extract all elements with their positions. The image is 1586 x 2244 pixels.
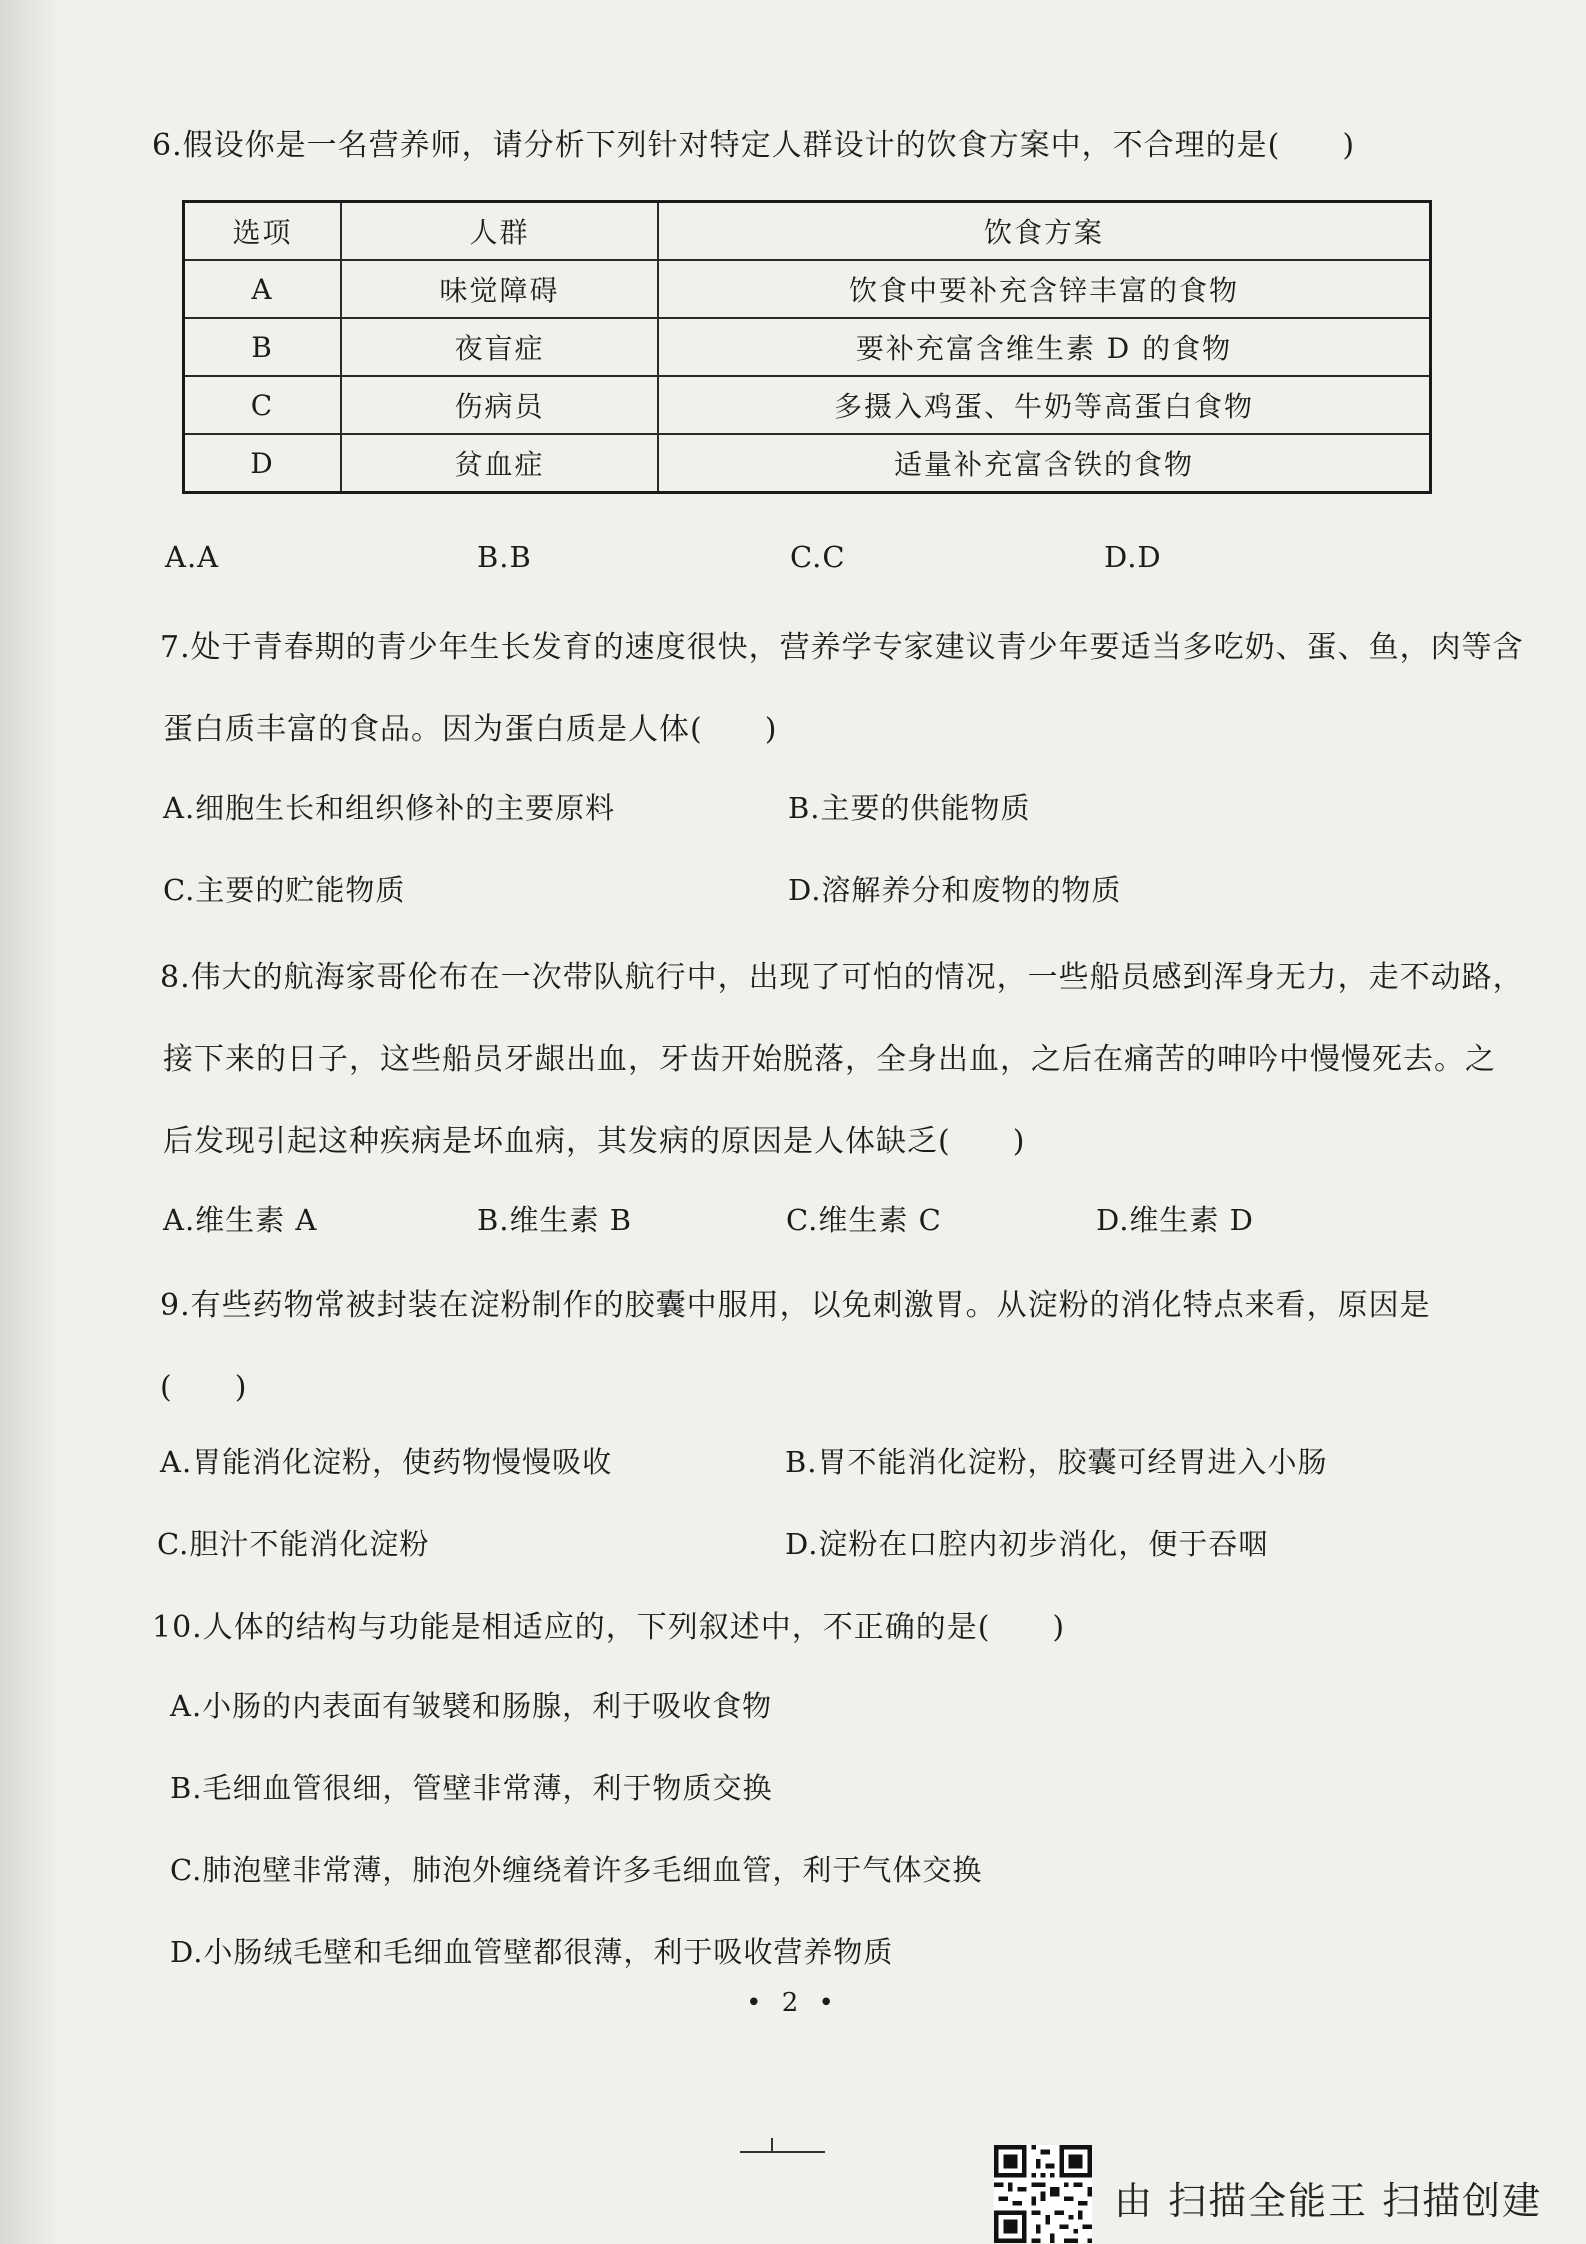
table-cell: 适量补充富含铁的食物 (658, 434, 1431, 493)
q9-option-c: C.胆汁不能消化淀粉 (157, 1527, 430, 1561)
table-cell: 伤病员 (341, 376, 658, 434)
q7-option-a: A.细胞生长和组织修补的主要原料 (163, 791, 616, 825)
table-row (184, 376, 1431, 434)
q6-option-a: A.A (165, 540, 220, 574)
table-cell: 多摄入鸡蛋、牛奶等高蛋白食物 (658, 376, 1431, 434)
q7-stem-line1: 7.处于青春期的青少年生长发育的速度很快，营养学专家建议青少年要适当多吃奶、蛋、鱼，肉等含 (160, 630, 1524, 665)
q10-option-d: D.小肠绒毛壁和毛细血管壁都很薄，利于吸收营养物质 (170, 1935, 894, 1969)
table-cell: B (184, 318, 342, 376)
q7-option-d: D.溶解养分和废物的物质 (788, 873, 1122, 907)
q6-option-d: D.D (1104, 540, 1162, 574)
table-cell: 味觉障碍 (341, 260, 658, 318)
table-row (184, 260, 1431, 318)
table-cell: D (184, 434, 342, 493)
q6-option-b: B.B (477, 540, 532, 574)
page-edge-shadow (0, 0, 60, 2244)
q8-option-b: B.维生素 B (477, 1203, 633, 1237)
table-header-cell: 选项 (184, 202, 342, 261)
table-header-cell: 饮食方案 (658, 202, 1431, 261)
q9-stem-line2: ( ) (160, 1370, 248, 1405)
table-cell: 夜盲症 (341, 318, 658, 376)
q9-option-b: B.胃不能消化淀粉，胶囊可经胃进入小肠 (785, 1445, 1328, 1479)
q10-option-c: C.肺泡壁非常薄，肺泡外缠绕着许多毛细血管，利于气体交换 (170, 1853, 983, 1887)
q8-stem-line3: 后发现引起这种疾病是坏血病，其发病的原因是人体缺乏( ) (163, 1124, 1026, 1159)
q8-option-c: C.维生素 C (786, 1203, 942, 1237)
q8-option-d: D.维生素 D (1096, 1203, 1254, 1237)
table-cell: 饮食中要补充含锌丰富的食物 (658, 260, 1431, 318)
scanner-watermark: 由 扫描全能王 扫描创建 (1114, 2179, 1543, 2223)
q6-diet-table (182, 200, 1432, 494)
q6-option-c: C.C (790, 540, 846, 574)
q8-option-a: A.维生素 A (163, 1203, 318, 1237)
q9-option-a: A.胃能消化淀粉，使药物慢慢吸收 (160, 1445, 613, 1479)
table-header-row (184, 202, 1431, 261)
crop-mark-icon (730, 2130, 830, 2160)
q8-stem-line1: 8.伟大的航海家哥伦布在一次带队航行中，出现了可怕的情况，一些船员感到浑身无力，走不动路， (160, 960, 1524, 995)
q7-option-b: B.主要的供能物质 (788, 791, 1031, 825)
table-cell: 要补充富含维生素 D 的食物 (658, 318, 1431, 376)
table-header-cell: 人群 (341, 202, 658, 261)
q8-stem-line2: 接下来的日子，这些船员牙龈出血，牙齿开始脱落，全身出血，之后在痛苦的呻吟中慢慢死去。之 (163, 1042, 1496, 1077)
q10-option-a: A.小肠的内表面有皱襞和肠腺，利于吸收食物 (170, 1689, 773, 1723)
table-cell: A (184, 260, 342, 318)
q9-option-d: D.淀粉在口腔内初步消化，便于吞咽 (785, 1527, 1269, 1561)
q10-option-b: B.毛细血管很细，管壁非常薄，利于物质交换 (170, 1771, 773, 1805)
q7-option-c: C.主要的贮能物质 (163, 873, 406, 907)
q10-stem: 10.人体的结构与功能是相适应的，下列叙述中，不正确的是( ) (152, 1610, 1066, 1645)
table-cell: C (184, 376, 342, 434)
page-number: • 2 • (746, 1988, 840, 2018)
q7-stem-line2: 蛋白质丰富的食品。因为蛋白质是人体( ) (163, 712, 778, 747)
table-cell: 贫血症 (341, 434, 658, 493)
q6-stem: 6.假设你是一名营养师，请分析下列针对特定人群设计的饮食方案中，不合理的是( ) (152, 128, 1356, 163)
qr-code-icon (994, 2145, 1092, 2243)
table-row (184, 434, 1431, 493)
q9-stem-line1: 9.有些药物常被封装在淀粉制作的胶囊中服用，以免刺激胃。从淀粉的消化特点来看，原因是 (160, 1288, 1431, 1323)
table-row (184, 318, 1431, 376)
